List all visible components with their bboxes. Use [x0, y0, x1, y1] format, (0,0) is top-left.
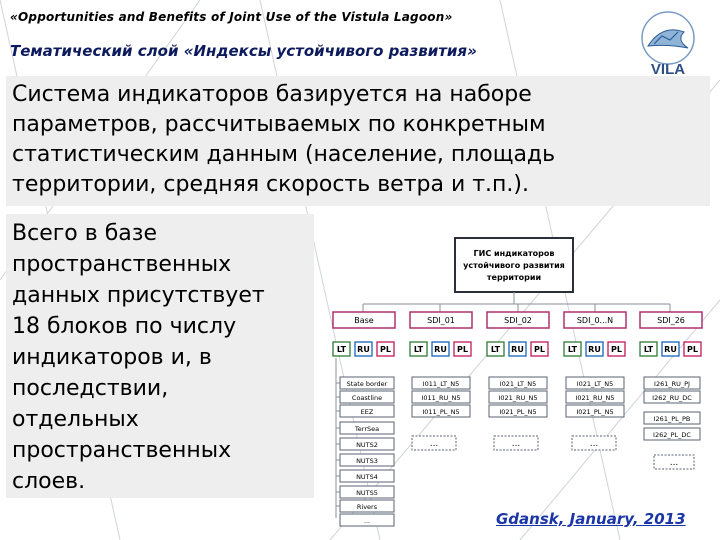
sdi0n-ellipsis: ... — [589, 439, 599, 449]
sdi02-ellipsis: ... — [511, 439, 521, 449]
sdi02-item: I021_PL_N5 — [499, 408, 537, 416]
block-label: SDI_26 — [657, 316, 685, 325]
base-item: Coastline — [351, 394, 383, 402]
base-item: State border — [346, 380, 388, 388]
sdi01-item: I011_LT_N5 — [422, 380, 460, 388]
left-text-line: пространственных — [12, 438, 232, 463]
tag-ru: RU — [434, 345, 447, 354]
intro-line: территории, средняя скорость ветра и т.п.). — [12, 172, 529, 197]
tag-lt: LT — [336, 345, 347, 354]
root-label-line: ГИС индикаторов — [473, 249, 555, 258]
sdi26-ellipsis: ... — [669, 458, 679, 468]
sdi0n-item: I021_RU_N5 — [575, 394, 615, 402]
left-text-line: последствии, — [12, 376, 169, 401]
left-text-line: индикаторов и, в — [12, 345, 212, 370]
left-text-line: Всего в базе — [12, 221, 157, 246]
base-item: Rivers — [356, 503, 378, 511]
block-label: SDI_0...N — [576, 316, 614, 325]
tag-pl: PL — [687, 345, 698, 354]
sdi02-item: I021_LT_N5 — [499, 380, 537, 388]
left-text-line: отдельных — [12, 407, 139, 432]
sdi26-items — [644, 377, 700, 469]
sdi0n-item: I021_PL_N5 — [576, 408, 614, 416]
base-item: NUTS5 — [356, 489, 378, 497]
sdi01-items — [412, 377, 470, 450]
sdi26-item: I262_RU_DC — [652, 394, 692, 402]
presentation-title: «Opportunities and Benefits of Joint Use of the Vistula Lagoon» — [10, 10, 453, 24]
sdi01-ellipsis: ... — [429, 439, 439, 449]
base-item: NUTS4 — [356, 473, 378, 481]
base-item: NUTS2 — [356, 441, 378, 449]
tag-lt: LT — [643, 345, 654, 354]
base-items — [340, 377, 394, 526]
base-item: ... — [363, 517, 371, 525]
sdi01-item: I011_PL_N5 — [422, 408, 460, 416]
sdi02-item: I021_RU_N5 — [498, 394, 538, 402]
intro-line: параметров, рассчитываемых по конкретным — [12, 112, 546, 137]
left-text-line: 18 блоков по числу — [12, 314, 237, 339]
sdi01-item: I011_RU_N5 — [421, 394, 461, 402]
logo-text: VILA — [650, 61, 686, 76]
tag-pl: PL — [611, 345, 622, 354]
intro-line: статистическим данным (население, площадь — [12, 142, 556, 167]
base-item: EEZ — [360, 408, 374, 416]
tag-pl: PL — [380, 345, 391, 354]
slide-subtitle: Тематический слой «Индексы устойчивого развития» — [10, 42, 477, 60]
tag-lt: LT — [413, 345, 424, 354]
footer-location-date[interactable]: Gdansk, January, 2013 — [496, 510, 686, 528]
tag-pl: PL — [457, 345, 468, 354]
root-label-line: территории — [486, 273, 542, 282]
root-label-line: устойчивого развития — [463, 261, 565, 270]
tag-ru: RU — [357, 345, 370, 354]
sdi0n-item: I021_LT_N5 — [576, 380, 614, 388]
left-text-line: данных присутствует — [12, 283, 265, 308]
left-text-line: пространственных — [12, 252, 232, 277]
sdi26-item: I261_RU_PJ — [654, 380, 690, 388]
base-item: TerrSea — [354, 425, 380, 433]
left-text-line: слоев. — [12, 469, 86, 494]
lang-tags — [333, 342, 701, 356]
block-label: Base — [354, 316, 374, 325]
sdi0n-items — [566, 377, 624, 450]
sdi02-items — [489, 377, 547, 450]
tag-pl: PL — [534, 345, 545, 354]
tag-lt: LT — [567, 345, 578, 354]
block-label: SDI_01 — [427, 316, 455, 325]
tag-ru: RU — [664, 345, 677, 354]
sdi26-item: I262_PL_DC — [653, 431, 691, 439]
intro-line: Система индикаторов базируется на наборе — [12, 82, 532, 107]
tag-lt: LT — [490, 345, 501, 354]
block-headers — [333, 312, 702, 328]
block-label: SDI_02 — [504, 316, 532, 325]
base-item: NUTS3 — [356, 457, 378, 465]
tag-ru: RU — [511, 345, 524, 354]
tag-ru: RU — [588, 345, 601, 354]
sdi26-item: I261_PL_PB — [653, 415, 691, 423]
